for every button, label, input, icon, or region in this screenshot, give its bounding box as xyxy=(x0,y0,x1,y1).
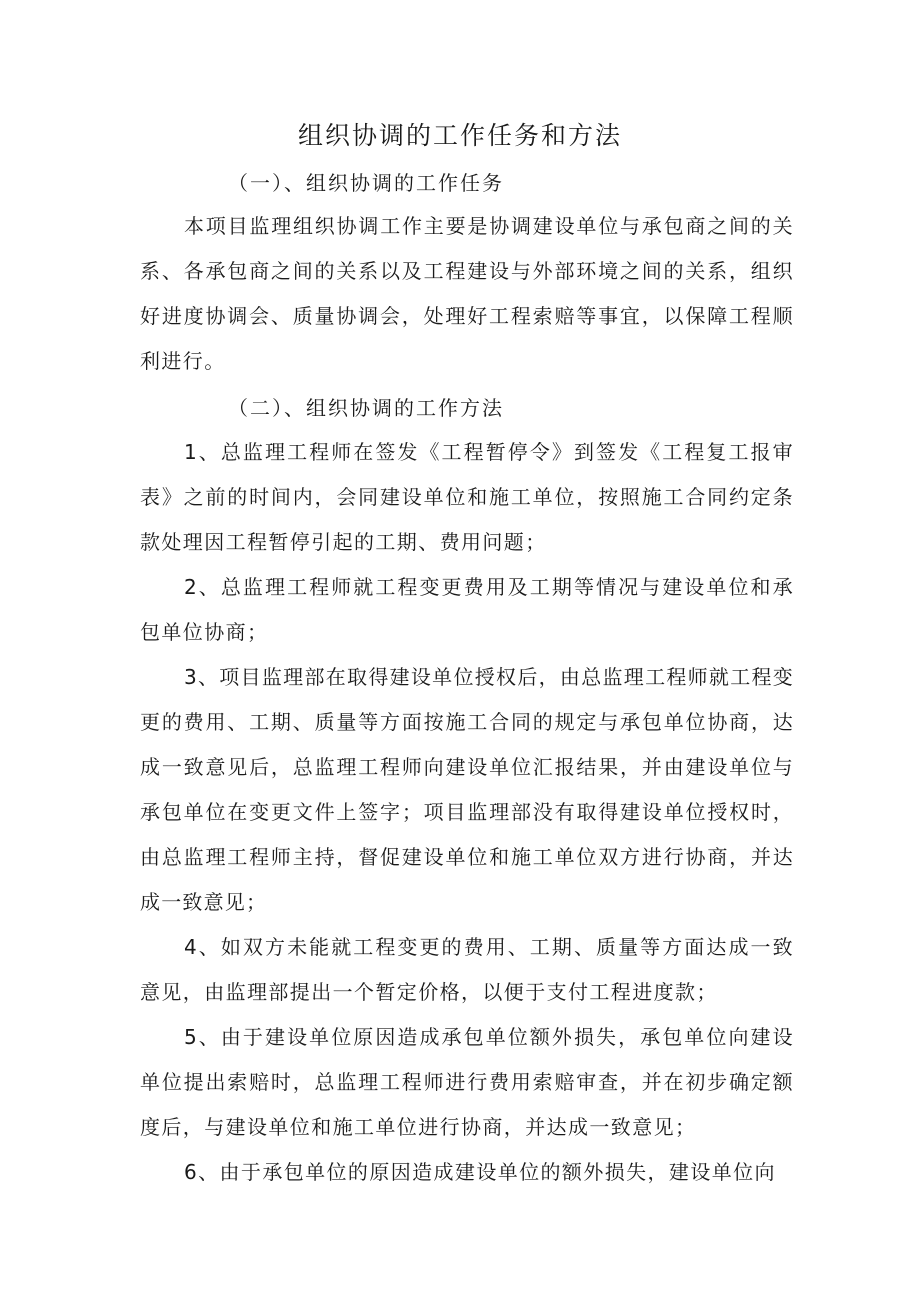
paragraph-tasks: 本项目监理组织协调工作主要是协调建设单位与承包商之间的关系、各承包商之间的关系以及工程建设与外部环境之间的关系，组织好进度协调会、质量协调会，处理好工程索赔等事宜，以保障工程顺利进行。 xyxy=(140,214,794,373)
method-item-5: 5、由于建设单位原因造成承包单位额外损失，承包单位向建设单位提出索赔时，总监理工程师进行费用索赔审查，并在初步确定额度后，与建设单位和施工单位进行协商，并达成一致意见； xyxy=(140,1025,794,1139)
method-item-4: 4、如双方未能就工程变更的费用、工期、质量等方面达成一致意见，由监理部提出一个暂定价格，以便于支付工程进度款； xyxy=(140,935,794,1004)
section-heading-methods: （二）、组织协调的工作方法 xyxy=(228,396,504,420)
method-item-3: 3、项目监理部在取得建设单位授权后，由总监理工程师就工程变更的费用、工期、质量等方面按施工合同的规定与承包单位协商，达成一致意见后，总监理工程师向建设单位汇报结果，并由建设单位与承包单位在变更文件上签字；项目监理部没有取得建设单位授权时，由总监理工程师主持，督促建设单位和施工单位双方进行协商，并达成一致意见； xyxy=(140,665,794,914)
document-title: 组织协调的工作任务和方法 xyxy=(297,121,622,150)
method-item-6: 6、由于承包单位的原因造成建设单位的额外损失，建设单位向 xyxy=(184,1160,776,1184)
method-item-2: 2、总监理工程师就工程变更费用及工期等情况与建设单位和承包单位协商； xyxy=(140,575,794,644)
method-item-1: 1、总监理工程师在签发《工程暂停令》到签发《工程复工报审表》之前的时间内，会同建设单位和施工单位，按照施工合同约定条款处理因工程暂停引起的工期、费用问题； xyxy=(140,440,794,554)
section-heading-tasks: （一）、组织协调的工作任务 xyxy=(228,171,504,195)
